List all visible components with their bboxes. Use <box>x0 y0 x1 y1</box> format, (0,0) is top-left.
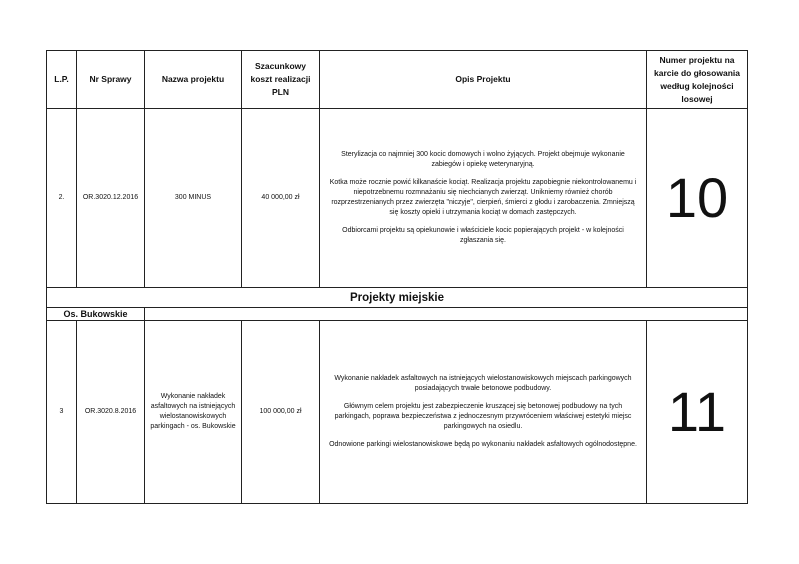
row-koszt: 100 000,00 zł <box>242 321 320 504</box>
header-lp: L.P. <box>47 51 77 109</box>
opis-paragraph: Odnowione parkingi wielostanowiskowe będą po wykonaniu nakładek asfaltowych ogólnodostępne. <box>329 441 637 448</box>
header-koszt: Szacunkowy koszt realizacji PLN <box>242 51 320 109</box>
row-nazwa: 300 MINUS <box>145 109 242 288</box>
table-row <box>47 109 748 288</box>
opis-paragraph: Sterylizacja co najmniej 300 kocic domowych i wolno żyjących. Projekt obejmuje wykonanie zabiegów i opiekę weterynaryjną. <box>341 151 625 168</box>
opis-paragraph: Wykonanie nakładek asfaltowych na istniejących wielostanowiskowych miejscach parkingowych posiadających trwałe betonowe podbudowy. <box>334 375 632 392</box>
header-opis: Opis Projektu <box>320 51 647 109</box>
opis-paragraph: Kotka może rocznie powić kilkanaście kociąt. Realizacja projektu zapobiegnie niekontrolowanemu i niepotrzebnemu rozmnażaniu się niechcianych zwierząt. Unikniemy również chorób rozprzestrzenianych przez zwierzęta "niczyje", cierpień, śmierci z głodu i zarobaczenia. Zmniejszą się koszty opieki i utrzymania kociąt w domach zastępczych. <box>329 179 637 216</box>
header-row <box>47 51 748 109</box>
project-number: 11 <box>647 321 748 504</box>
header-nazwa: Nazwa projektu <box>145 51 242 109</box>
opis-paragraph: Głównym celem projektu jest zabezpieczenie kruszącej się betonowej podbudowy na tych parkingach, poprawa bezpieczeństwa z jednoczesnym przywróceniem właściwej estetyki miejsc parkingowych na osiedlu. <box>334 403 632 430</box>
opis-paragraph: Odbiorcami projektu są opiekunowie i właściciele kocic popierających projekt - w kolejności zgłaszania się. <box>342 227 624 244</box>
row-opis <box>320 109 647 288</box>
row-nr-sprawy: OR.3020.8.2016 <box>77 321 145 504</box>
row-nazwa: Wykonanie nakładek asfaltowych na istniejących wielostanowiskowych parkingach - os. Bukowskie <box>145 321 242 504</box>
table-row <box>47 321 748 504</box>
subsection-blank <box>145 308 748 321</box>
row-lp: 3 <box>47 321 77 504</box>
section-row <box>47 288 748 308</box>
row-lp: 2. <box>47 109 77 288</box>
header-nr-sprawy: Nr Sprawy <box>77 51 145 109</box>
project-number: 10 <box>647 109 748 288</box>
header-numer: Numer projektu na karcie do głosowania według kolejności losowej <box>647 51 748 109</box>
subsection-row <box>47 308 748 321</box>
row-nr-sprawy: OR.3020.12.2016 <box>77 109 145 288</box>
projects-table <box>46 50 748 504</box>
row-opis <box>320 321 647 504</box>
row-koszt: 40 000,00 zł <box>242 109 320 288</box>
subsection-title: Os. Bukowskie <box>47 308 145 321</box>
section-title: Projekty miejskie <box>47 288 748 308</box>
